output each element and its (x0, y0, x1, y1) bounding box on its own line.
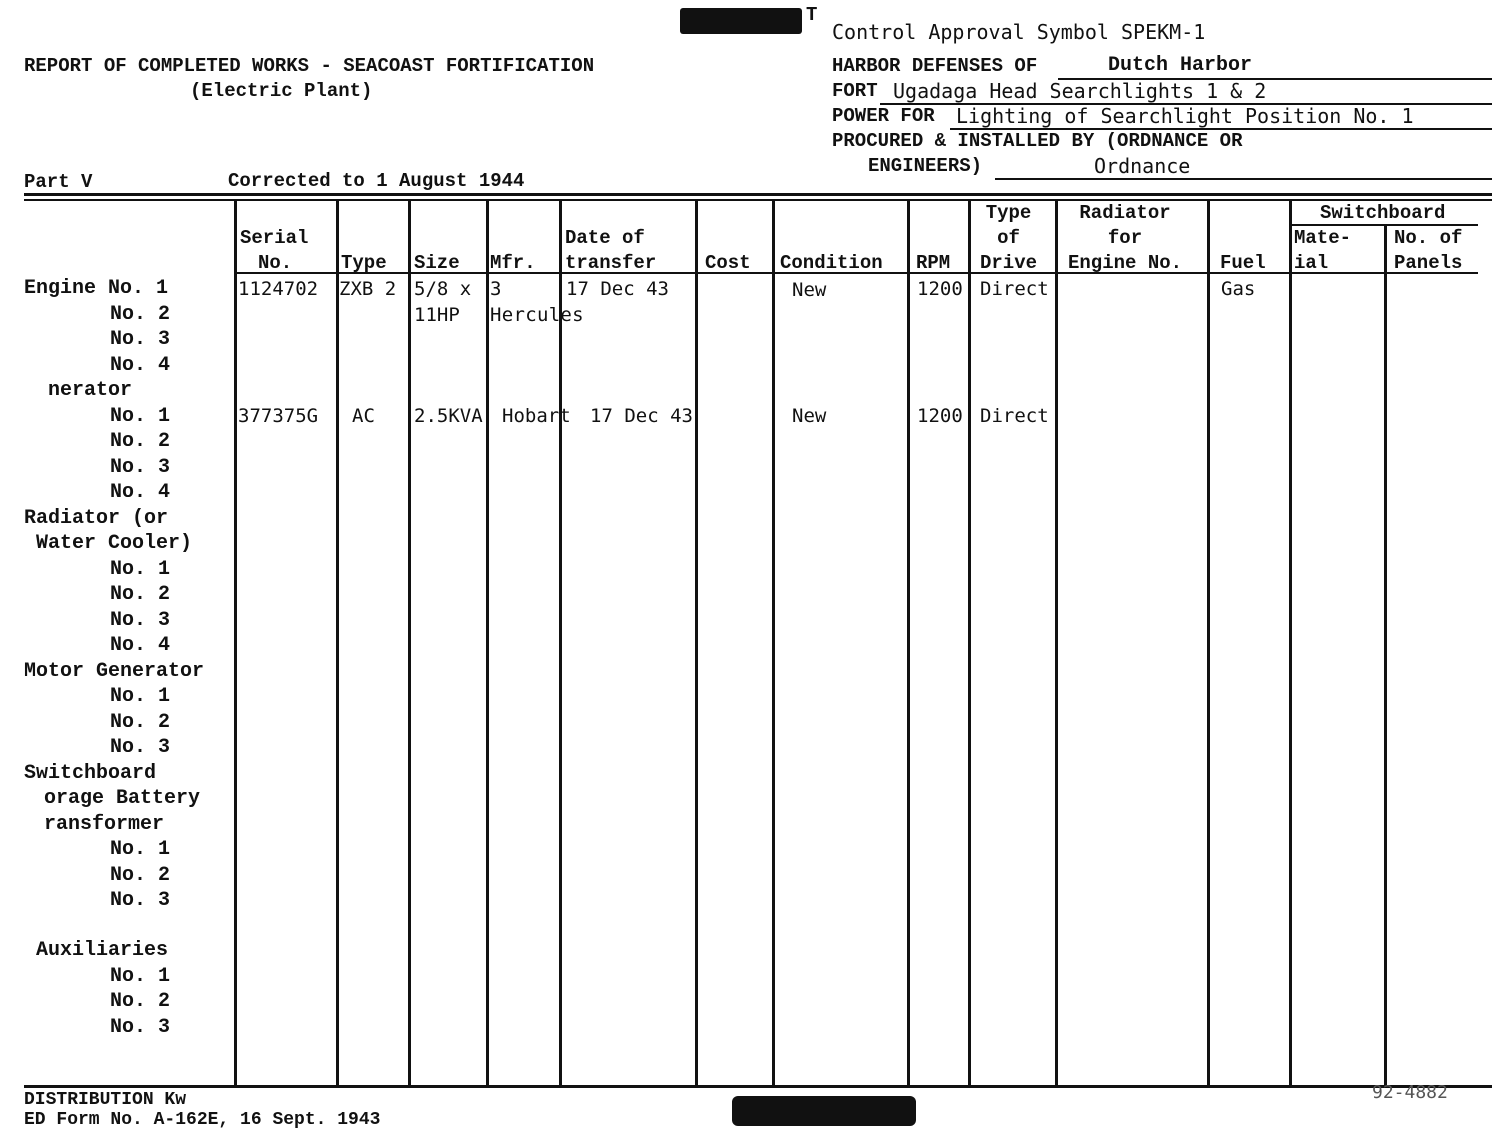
col-header-drive: Type of Drive (980, 202, 1038, 274)
engine-1-type: ZXB 2 (339, 278, 397, 300)
col-line (1055, 199, 1058, 1087)
col-line (1289, 199, 1292, 1087)
engine-1-serial: 1124702 (238, 278, 319, 300)
row-label-motor-generator: Motor Generator (24, 660, 205, 683)
col-line (1207, 199, 1210, 1087)
engine-1-size-1: 5/8 x (414, 278, 472, 300)
row-label-gen-no2: No. 2 (110, 430, 171, 453)
row-label-rad-no1: No. 1 (110, 558, 171, 581)
col-line (336, 199, 339, 1087)
row-label-gen-no3: No. 3 (110, 456, 171, 479)
col-header-rpm: RPM (916, 252, 951, 274)
row-label-transformer: ransformer (44, 813, 165, 836)
col-line (1384, 225, 1387, 1087)
form-number: ED Form No. A-162E, 16 Sept. 1943 (24, 1110, 381, 1130)
col-line (559, 199, 562, 1087)
control-symbol: Control Approval Symbol SPEKM-1 (832, 20, 1206, 44)
engine-1-rpm: 1200 (917, 278, 963, 300)
generator-1-size: 2.5KVA (414, 405, 483, 427)
generator-1-date: 17 Dec 43 (590, 405, 693, 427)
report-subtitle: (Electric Plant) (190, 80, 373, 102)
procured-value: Ordnance (1094, 154, 1191, 178)
row-label-rad-no2: No. 2 (110, 583, 171, 606)
part-label: Part V (24, 171, 93, 193)
row-label-mg-no2: No. 2 (110, 711, 171, 734)
col-header-cost: Cost (705, 252, 751, 274)
row-label-tr-no1: No. 1 (110, 838, 171, 861)
stamp-number: 92-4882 (1372, 1082, 1448, 1103)
col-line (408, 199, 411, 1087)
corrected-date: Corrected to 1 August 1944 (228, 170, 525, 192)
col-header-serial: Serial No. (240, 227, 309, 274)
engine-1-mfr-2: Hercules (490, 304, 584, 326)
row-label-engine: Engine No. 1 (24, 277, 169, 300)
table-bottom-rule (24, 1085, 1492, 1088)
report-title: REPORT OF COMPLETED WORKS - SEACOAST FORTIFICATION (24, 55, 595, 77)
row-label-radiator-1: Radiator (or (24, 507, 169, 530)
row-label-generator: nerator (48, 379, 133, 402)
table-top-rule-2 (24, 199, 1492, 201)
distribution-line: DISTRIBUTION Kw (24, 1090, 187, 1110)
col-line (772, 199, 775, 1087)
generator-1-serial: 377375G (238, 405, 319, 427)
harbor-label: HARBOR DEFENSES OF (832, 55, 1038, 77)
row-label-aux-no2: No. 2 (110, 990, 171, 1013)
row-label-engine-no2: No. 2 (110, 303, 171, 326)
generator-1-mfr: Hobart (502, 405, 571, 427)
row-label-storage-battery: orage Battery (44, 787, 201, 810)
row-label-aux-no1: No. 1 (110, 965, 171, 988)
col-line (234, 199, 237, 1087)
col-header-panels: No. of Panels (1394, 227, 1463, 274)
generator-1-drive: Direct (980, 405, 1049, 427)
redaction-mark-bottom (732, 1096, 916, 1126)
col-header-date: Date of transfer (565, 227, 657, 274)
col-line (968, 199, 971, 1087)
harbor-value: Dutch Harbor (1108, 54, 1253, 77)
row-label-mg-no1: No. 1 (110, 685, 171, 708)
col-header-condition: Condition (780, 252, 883, 274)
col-header-radiator: Radiator for Engine No. (1068, 202, 1183, 274)
row-label-gen-no1: No. 1 (110, 405, 171, 428)
col-header-fuel: Fuel (1220, 252, 1266, 274)
fort-label: FORT (832, 80, 878, 102)
procured-label-1: PROCURED & INSTALLED BY (ORDNANCE OR (832, 130, 1243, 152)
generator-1-condition: New (792, 405, 827, 427)
row-label-rad-no3: No. 3 (110, 609, 171, 632)
row-label-radiator-2: Water Cooler) (36, 532, 193, 555)
engine-1-drive: Direct (980, 278, 1049, 300)
redaction-mark-top (680, 8, 802, 34)
row-label-tr-no3: No. 3 (110, 889, 171, 912)
row-label-gen-no4: No. 4 (110, 481, 171, 504)
generator-1-type: AC (352, 405, 375, 427)
col-line (486, 199, 489, 1087)
col-line (907, 199, 910, 1087)
engine-1-date: 17 Dec 43 (566, 278, 669, 300)
row-label-switchboard: Switchboard (24, 762, 157, 785)
engine-1-size-2: 11HP (414, 304, 460, 326)
col-header-switchboard: Switchboard (1320, 202, 1446, 224)
col-header-material: Mate- ial (1294, 227, 1352, 274)
engine-1-mfr-1: 3 (490, 278, 502, 300)
row-label-rad-no4: No. 4 (110, 634, 171, 657)
row-label-engine-no3: No. 3 (110, 328, 171, 351)
row-label-tr-no2: No. 2 (110, 864, 171, 887)
col-line (695, 199, 698, 1087)
row-label-mg-no3: No. 3 (110, 736, 171, 759)
procured-underline (995, 178, 1492, 180)
fort-value: Ugadaga Head Searchlights 1 & 2 (893, 79, 1267, 103)
classification-suffix: T (806, 4, 818, 26)
procured-label-2: ENGINEERS) (868, 155, 983, 177)
row-label-engine-no4: No. 4 (110, 354, 171, 377)
col-header-mfr: Mfr. (490, 252, 536, 274)
power-label: POWER FOR (832, 105, 935, 127)
row-label-auxiliaries: Auxiliaries (36, 939, 169, 962)
table-top-rule-1 (24, 193, 1492, 196)
row-label-aux-no3: No. 3 (110, 1016, 171, 1039)
col-header-size: Size (414, 252, 460, 274)
generator-1-rpm: 1200 (917, 405, 963, 427)
engine-1-fuel: Gas (1221, 278, 1256, 300)
engine-1-condition: New (792, 279, 827, 301)
power-value: Lighting of Searchlight Position No. 1 (956, 104, 1414, 128)
col-header-type: Type (341, 252, 387, 274)
